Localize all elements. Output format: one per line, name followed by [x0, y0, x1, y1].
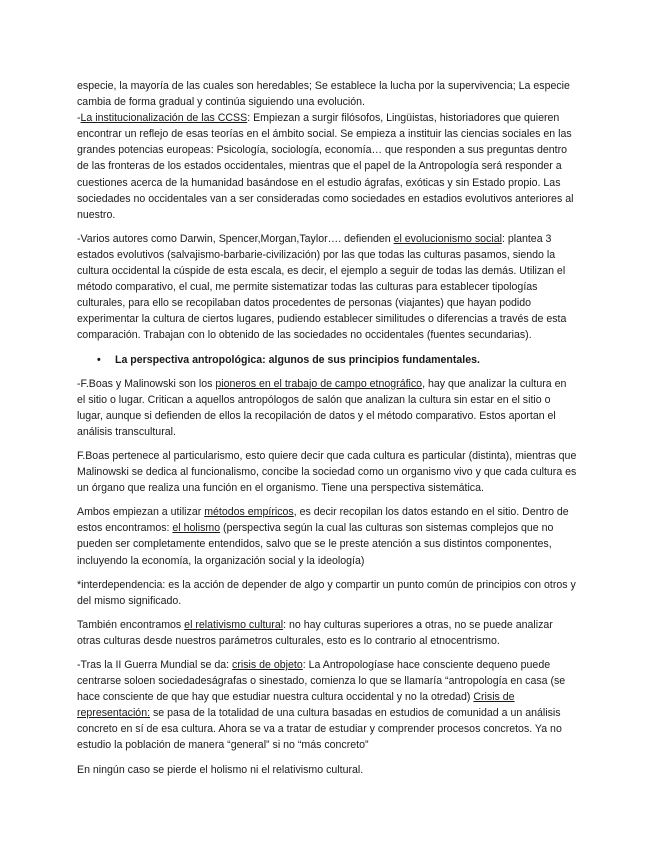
term-evolucionismo-social: el evolucionismo social	[393, 232, 502, 245]
paragraph-text: : no hay culturas superiores a otras, no se puede analizar otras culturas desde nuestros parámetros culturales, esto es lo contrario al etnocentrismo.	[77, 618, 553, 647]
paragraph-crisis	[77, 657, 577, 754]
paragraph-lead: También encontramos	[77, 618, 185, 631]
term-crisis-representacion: Crisis de representación:	[77, 691, 515, 720]
paragraph-text: (perspectiva según la cual las culturas son sistemas complejos que no pueden ser completamente entendidos, salvo que se le preste atención a sus distintos componentes, incluyendo la economía, la organización social y la ideología)	[77, 522, 554, 567]
paragraph-institutionalization	[77, 110, 577, 223]
term-crisis-objeto: crisis de objeto	[232, 659, 303, 671]
paragraph-interdependencia: *interdependencia: es la acción de depender de algo y compartir un punto común de principios con otros y del mismo significado.	[77, 578, 576, 607]
document-body	[77, 78, 577, 786]
paragraph-text: : plantea 3 estados evolutivos (salvajismo-barbarie-civilización) por las que todas las culturas pasamos, siendo la cultura occidental la cúspide de esta escala, es decir, el ejemplo a seguir de todas las demás. Utilizan el método comparativo, el cual, me permite sistematizar todas las culturas para establecer tipologías culturales, para ello se recopilaban datos procedentes de personas (viajantes) que hayan podido experimentar la cultura de ciertos lugares, pudiendo establecer similitudes o diferencias a través de esta comparación. Trabajan con lo obtenido de las sociedades no occidentales (fuentes secundarias).	[77, 232, 567, 342]
paragraph-lead: -F.Boas y Malinowski son los	[77, 377, 216, 390]
dash: -	[77, 112, 81, 125]
paragraph-lead: Ambos empiezan a utilizar	[77, 506, 205, 519]
paragraph-text: : Empiezan a surgir filósofos, Lingüistas, historiadores que quieren encontrar un reflejo de esas teorías en el ámbito social. Se empieza a instituir las ciencias sociales en las grandes potencias europeas: Psicología, sociología, economía… que responden a sus preguntas dentro de las fronteras de los estados occidentales, mientras que el papel de la Antropología será responder a cuestiones acerca de la humanidad basándose en el estudio ágrafas, exóticas y sin Estado propio. Las sociedades no occidentales van a ser consideradas como sociedades en estadios evolutivos anteriores al nuestro.	[77, 112, 574, 221]
paragraph-particularismo: F.Boas pertenece al particularismo, esto quiere decir que cada cultura es particular (distinta), mientras que Malinowski se dedica al funcionalismo, concibe la sociedad como un organismo vivo y que cada cultura es un órgano que realiza una función en el organismo. Tiene una perspectiva sistemática.	[77, 449, 577, 495]
paragraph-text: se pasa de la totalidad de una cultura basadas en estudios de comunidad a un análisis concreto en sí de esa cultura. Ahora se va a tratar de estudiar y comprender procesos concretos. Ya no estudio la población de manera “general” si no “más concreto”	[77, 707, 562, 752]
term-pioneros: pioneros en el trabajo de campo etnográfico	[215, 377, 423, 390]
paragraph-pioneros	[77, 376, 577, 440]
paragraph-conclusion: En ningún caso se pierde el holismo ni el relativismo cultural.	[77, 763, 364, 776]
paragraph-lead: -Tras la II Guerra Mundial se da:	[77, 659, 233, 671]
paragraph-metodos-empiricos	[77, 504, 577, 568]
section-heading-bullet	[77, 352, 577, 368]
paragraph-evolution-traits: especie, la mayoría de las cuales son heredables; Se establece la lucha por la supervivencia; La especie cambia de forma gradual y continúa siguiendo una evolución.	[77, 80, 570, 109]
section-heading: La perspectiva antropológica: algunos de sus principios fundamentales.	[115, 353, 480, 366]
paragraph-text: : La Antropologíase hace consciente dequeno puede centrarse soloen sociedadeságrafas o sinestado, comienza lo que se llamaría “antropología en casa (se hace consciente de que hay que estudiar nuestra cultura occidental y no la otredad)	[77, 659, 566, 704]
term-metodos-empiricos: métodos empíricos	[204, 506, 294, 519]
term-relativismo-cultural: el relativismo cultural	[184, 618, 284, 631]
paragraph-relativismo	[77, 617, 577, 649]
paragraph-text: , es decir recopilan los datos estando en el sitio. Dentro de estos encontramos:	[77, 506, 569, 535]
paragraph-lead: -Varios autores como Darwin, Spencer,Morgan,Taylor…. defienden	[77, 232, 394, 245]
paragraph-text: , hay que analizar la cultura en el sitio o lugar. Critican a aquellos antropólogos de salón que analizan la cultura sin estar en el sitio o lugar, aunque si defienden de ellos la recopilación de datos y el método comparativo. Estos aportan el análisis transcultural.	[77, 377, 567, 438]
term-holismo: el holismo	[172, 522, 221, 535]
paragraph-evolucionismo	[77, 231, 577, 344]
term-institucionalizacion: La institucionalización de las CCSS	[80, 112, 248, 125]
bullet-icon: •	[97, 353, 101, 366]
